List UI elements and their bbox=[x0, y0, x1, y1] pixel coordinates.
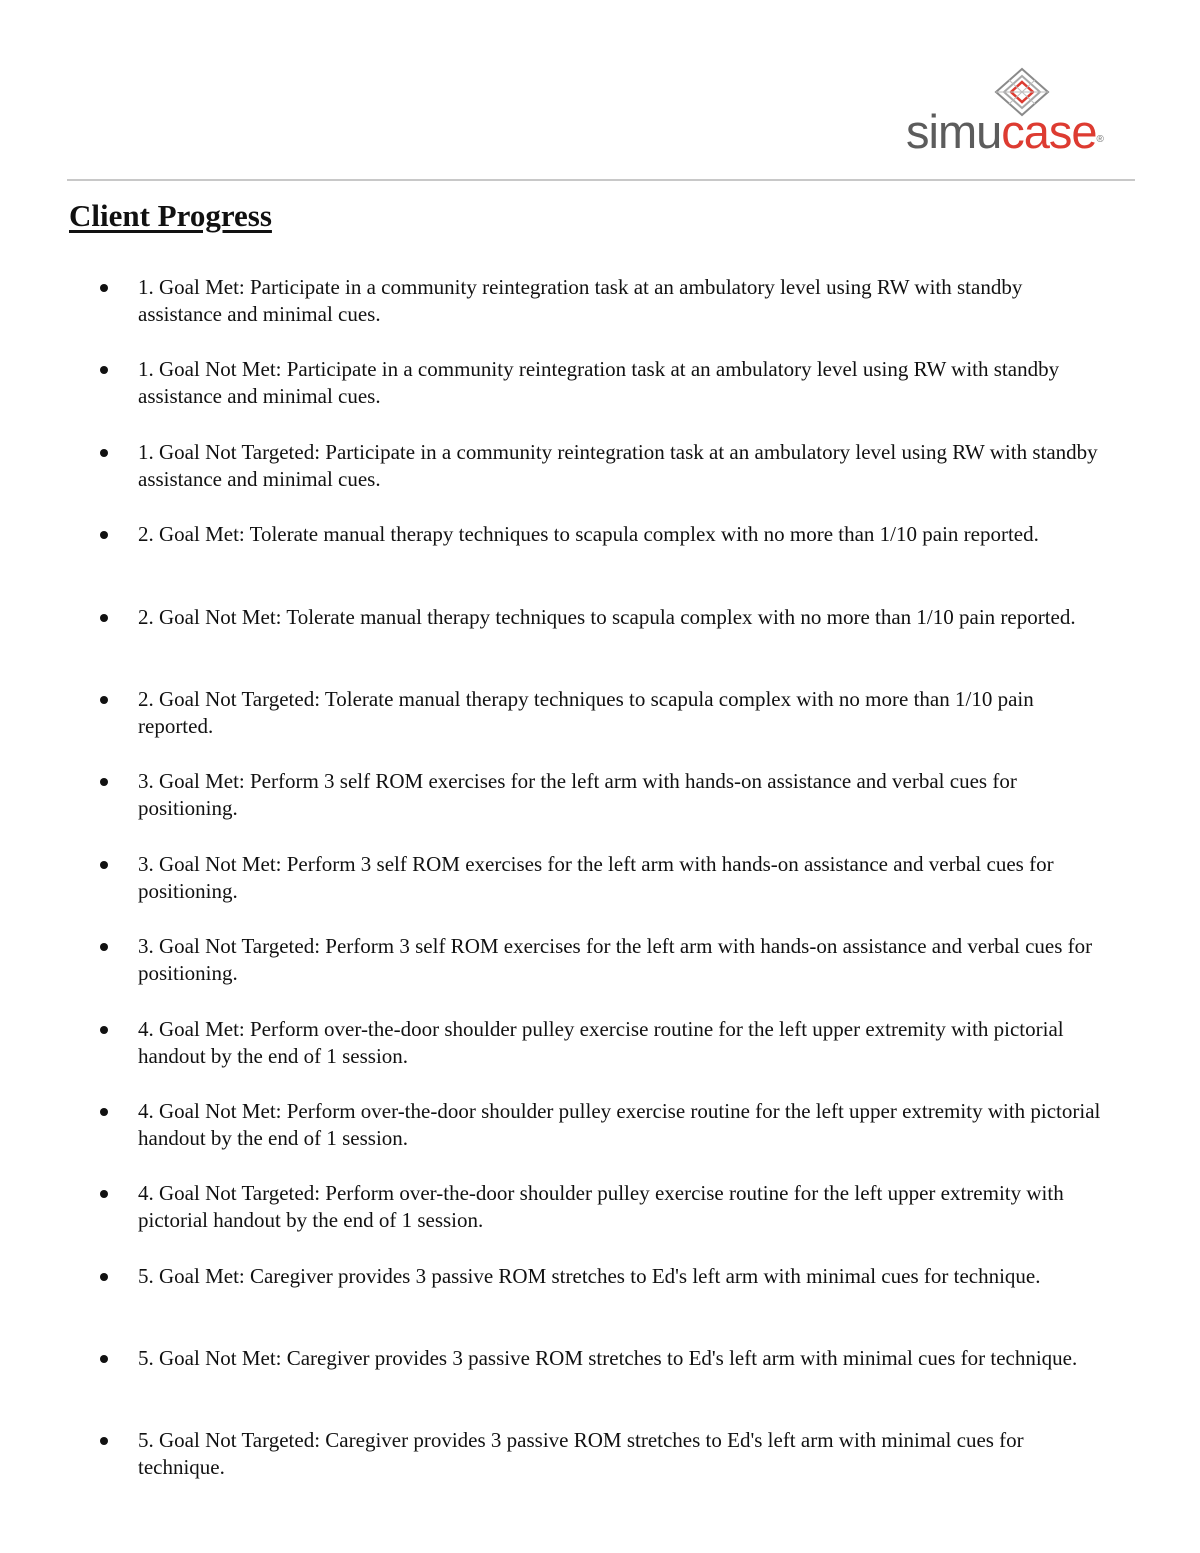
goal-text: 1. Goal Met: Participate in a community reintegration task at an ambulatory level using RW with standby assistance and minimal cues. bbox=[138, 275, 1023, 326]
goal-text: 2. Goal Not Targeted: Tolerate manual therapy techniques to scapula complex with no more than 1/10 pain reported. bbox=[138, 686, 1034, 738]
goal-text: 3. Goal Met: Perform 3 self ROM exercises for the left arm with hands-on assistance and verbal cues for positioning. bbox=[138, 769, 1017, 821]
goal-list bbox=[0, 274, 1200, 1510]
simucase-logo bbox=[906, 66, 1136, 158]
bullet-icon bbox=[100, 1108, 108, 1116]
goal-text: 3. Goal Not Met: Perform 3 self ROM exercises for the left arm with hands-on assistance and verbal cues for positioning. bbox=[138, 851, 1054, 903]
bullet-icon bbox=[100, 1190, 108, 1198]
header-divider bbox=[67, 179, 1135, 181]
list-item bbox=[0, 1427, 1108, 1509]
list-item bbox=[0, 1263, 1108, 1345]
goal-text: 1. Goal Not Targeted: Participate in a community reintegration task at an ambulatory level using RW with standby assistance and minimal cues. bbox=[138, 439, 1098, 491]
list-item bbox=[0, 1345, 1108, 1427]
goal-text: 5. Goal Met: Caregiver provides 3 passive ROM stretches to Ed's left arm with minimal cues for technique. bbox=[138, 1263, 1041, 1288]
bullet-icon bbox=[100, 1273, 108, 1281]
list-item bbox=[0, 439, 1108, 521]
list-item bbox=[0, 768, 1108, 850]
logo-wordmark bbox=[906, 106, 1103, 158]
goal-text: 5. Goal Not Targeted: Caregiver provides 3 passive ROM stretches to Ed's left arm with minimal cues for technique. bbox=[138, 1428, 1024, 1480]
list-item bbox=[0, 1098, 1108, 1180]
list-item bbox=[0, 1016, 1108, 1098]
bullet-icon bbox=[100, 1437, 108, 1445]
goal-text: 4. Goal Not Met: Perform over-the-door shoulder pulley exercise routine for the left upper extremity with pictorial handout by the end of 1 session. bbox=[138, 1098, 1101, 1150]
list-item bbox=[0, 274, 1108, 356]
bullet-icon bbox=[100, 531, 108, 539]
bullet-icon bbox=[100, 778, 108, 786]
bullet-icon bbox=[100, 1355, 108, 1363]
goal-text: 4. Goal Met: Perform over-the-door shoulder pulley exercise routine for the left upper extremity with pictorial handout by the end of 1 session. bbox=[138, 1016, 1064, 1068]
page-title: Client Progress bbox=[69, 198, 272, 233]
list-item bbox=[0, 1180, 1108, 1262]
bullet-icon bbox=[100, 284, 108, 292]
bullet-icon bbox=[100, 449, 108, 457]
goal-text: 1. Goal Not Met: Participate in a community reintegration task at an ambulatory level using RW with standby assistance and minimal cues. bbox=[138, 357, 1060, 409]
logo-text-case: case bbox=[1001, 105, 1097, 158]
goal-text: 2. Goal Met: Tolerate manual therapy techniques to scapula complex with no more than 1/10 pain reported. bbox=[138, 522, 1039, 547]
goal-text: 5. Goal Not Met: Caregiver provides 3 passive ROM stretches to Ed's left arm with minimal cues for technique. bbox=[138, 1346, 1078, 1371]
bullet-icon bbox=[100, 696, 108, 704]
bullet-icon bbox=[100, 861, 108, 869]
logo-text-simu: simu bbox=[906, 105, 1002, 158]
goal-text: 4. Goal Not Targeted: Perform over-the-door shoulder pulley exercise routine for the left upper extremity with pictorial handout by the end of 1 session. bbox=[138, 1181, 1064, 1233]
bullet-icon bbox=[100, 614, 108, 622]
list-item bbox=[0, 604, 1108, 686]
bullet-icon bbox=[100, 943, 108, 951]
list-item bbox=[0, 851, 1108, 933]
bullet-icon bbox=[100, 366, 108, 374]
trademark-symbol: ® bbox=[1096, 134, 1103, 145]
goal-text: 3. Goal Not Targeted: Perform 3 self ROM exercises for the left arm with hands-on assistance and verbal cues for positioning. bbox=[138, 934, 1093, 986]
list-item bbox=[0, 933, 1108, 1015]
goal-text: 2. Goal Not Met: Tolerate manual therapy techniques to scapula complex with no more than 1/10 pain reported. bbox=[138, 604, 1076, 629]
list-item bbox=[0, 521, 1108, 603]
list-item bbox=[0, 686, 1108, 768]
bullet-icon bbox=[100, 1026, 108, 1034]
list-item bbox=[0, 356, 1108, 438]
